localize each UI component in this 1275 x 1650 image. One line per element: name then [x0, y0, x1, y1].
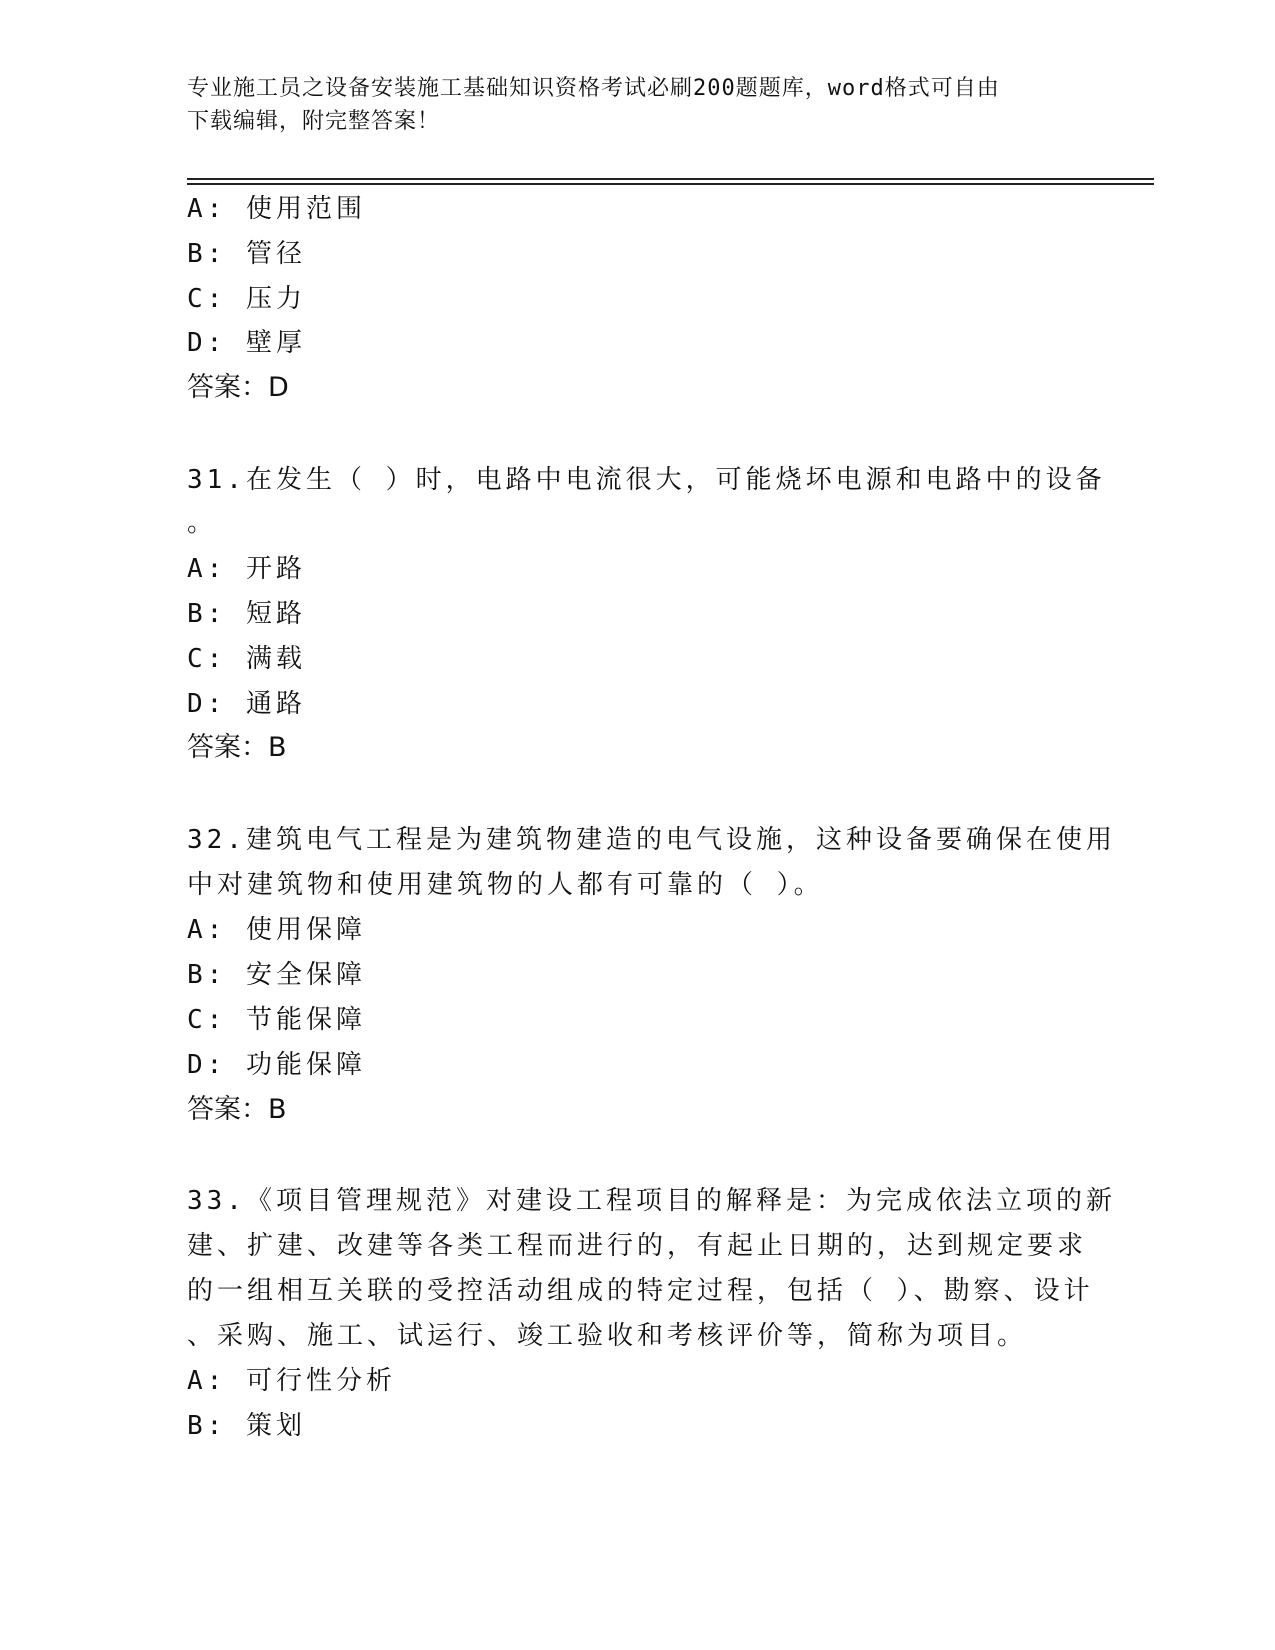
- q30-option-a: A: 使用范围: [187, 194, 366, 224]
- q30-option-d: D: 壁厚: [187, 328, 306, 358]
- q33-option-a: A: 可行性分析: [187, 1366, 396, 1396]
- header-divider-top: [187, 178, 1154, 180]
- q30-option-c: C: 压力: [187, 284, 306, 314]
- q31-stem-line-2: 。: [187, 508, 218, 538]
- q33-stem-line-3: 的一组相互关联的受控活动组成的特定过程，包括（ ）、勘察、设计: [187, 1276, 1094, 1306]
- q32-option-b: B: 安全保障: [187, 960, 366, 990]
- q33-stem-line-2: 建、扩建、改建等各类工程而进行的，有起止日期的，达到规定要求: [187, 1231, 1088, 1261]
- q32-stem-line-2: 中对建筑物和使用建筑物的人都有可靠的（ ）。: [187, 870, 824, 900]
- q31-option-d: D: 通路: [187, 689, 306, 719]
- q31-option-a: A: 开路: [187, 554, 306, 584]
- document-header: [187, 72, 1067, 138]
- header-line-1: 专业施工员之设备安装施工基础知识资格考试必刷200题题库，word格式可自由: [187, 76, 1000, 101]
- q32-option-d: D: 功能保障: [187, 1050, 366, 1080]
- q33-stem-line-1: 33.《项目管理规范》对建设工程项目的解释是：为完成依法立项的新: [187, 1186, 1116, 1216]
- q31-stem-line-1: 31.在发生（ ）时，电路中电流很大，可能烧坏电源和电路中的设备: [187, 465, 1106, 495]
- q32-option-c: C: 节能保障: [187, 1005, 366, 1035]
- header-line-2: 下载编辑，附完整答案！: [187, 109, 441, 134]
- q32-option-a: A: 使用保障: [187, 915, 366, 945]
- q30-option-b: B: 管径: [187, 239, 306, 269]
- q33-option-b: B: 策划: [187, 1411, 306, 1441]
- q33-stem-line-4: 、采购、施工、试运行、竣工验收和考核评价等，简称为项目。: [187, 1321, 1028, 1351]
- header-divider-bottom: [187, 183, 1154, 185]
- q31-answer: 答案：B: [187, 732, 287, 763]
- q32-answer: 答案：B: [187, 1094, 287, 1125]
- q32-stem-line-1: 32.建筑电气工程是为建筑物建造的电气设施，这种设备要确保在使用: [187, 825, 1116, 855]
- q30-answer: 答案：D: [187, 372, 289, 403]
- q31-option-c: C: 满载: [187, 644, 306, 674]
- q31-option-b: B: 短路: [187, 599, 306, 629]
